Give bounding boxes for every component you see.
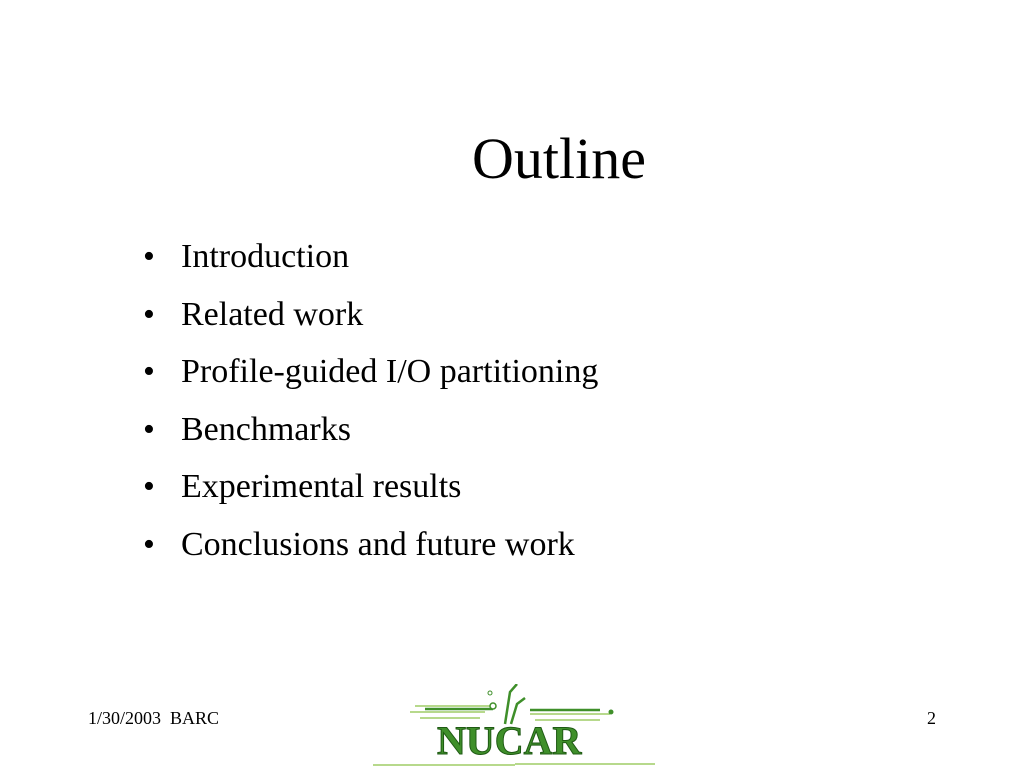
nucar-logo-icon xyxy=(365,684,660,768)
bullet-text: Experimental results xyxy=(181,468,462,505)
bullet-text: Benchmarks xyxy=(181,410,351,448)
bullet-icon: • xyxy=(143,295,155,333)
bullet-icon: • xyxy=(143,468,155,505)
bullet-icon: • xyxy=(143,410,155,448)
bullet-icon: • xyxy=(143,353,155,390)
bullet-text: Introduction xyxy=(181,238,350,275)
bullet-text: Related work xyxy=(181,295,364,333)
logo-text: NUCAR xyxy=(437,718,582,763)
bullet-text: Conclusions and future work xyxy=(181,525,575,563)
bullet-text: Profile-guided I/O partitioning xyxy=(181,353,599,390)
page-number: 2 xyxy=(927,708,936,728)
footer-date-label: 1/30/2003 BARC xyxy=(88,708,220,728)
bullet-icon: • xyxy=(143,238,155,275)
slide-title: Outline xyxy=(472,126,646,191)
bullet-icon: • xyxy=(143,525,155,563)
